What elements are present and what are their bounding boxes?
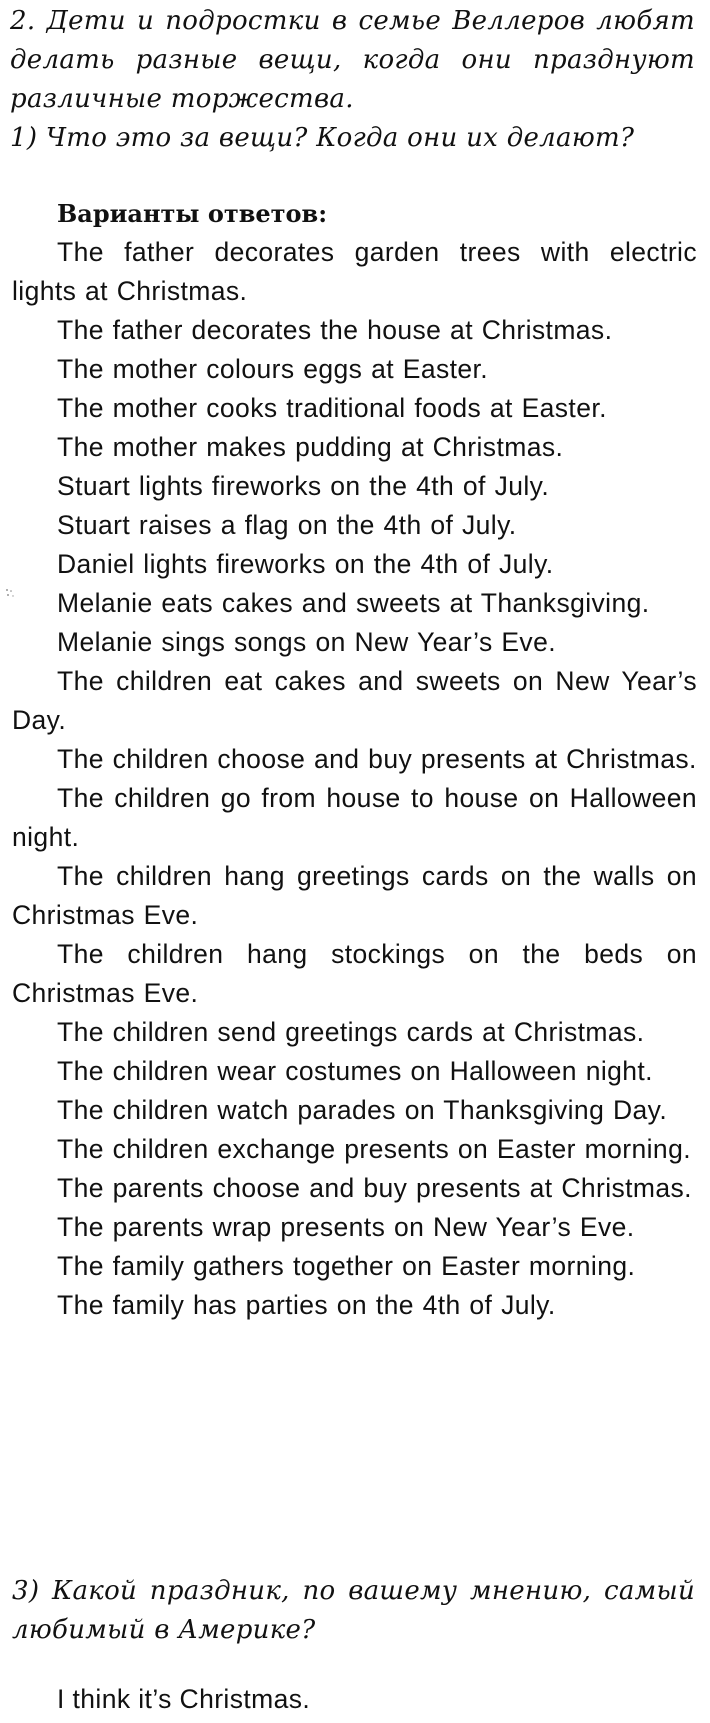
answer-item: The children hang greetings cards on the walls on Christmas Eve. — [12, 861, 697, 930]
scan-speck — [5, 587, 15, 599]
answer-item: The father decorates the house at Christmas. — [57, 315, 613, 345]
answer-item: The father decorates garden trees with electric lights at Christmas. — [12, 237, 697, 306]
question-3-answer: I think it’s Christmas. — [57, 1684, 311, 1714]
answer-item: The family gathers together on Easter morning. — [57, 1251, 636, 1281]
answer-item: The mother makes pudding at Christmas. — [57, 432, 564, 462]
answer-item: Melanie sings songs on New Year’s Eve. — [57, 627, 556, 657]
answer-item: The children hang stockings on the beds on Christmas Eve. — [12, 939, 697, 1008]
answer-item: Melanie eats cakes and sweets at Thanksgiving. — [57, 588, 650, 618]
answers-list — [12, 233, 697, 1325]
task-2-text: 2. Дети и подростки в семье Веллеров любят делать разные вещи, когда они празднуют различные торжества. — [10, 6, 695, 114]
answer-item: The children wear costumes on Halloween night. — [57, 1056, 653, 1086]
answer-item: Daniel lights fireworks on the 4th of July. — [57, 549, 554, 579]
answer-item: Stuart lights fireworks on the 4th of July. — [57, 471, 550, 501]
answer-item: The children exchange presents on Easter morning. — [57, 1134, 691, 1164]
answer-item: The children choose and buy presents at Christmas. — [57, 744, 697, 774]
answer-item: The parents wrap presents on New Year’s Eve. — [57, 1212, 635, 1242]
question-1: 1) Что это за вещи? Когда они их делают? — [10, 123, 635, 153]
question-3: 3) Какой праздник, по вашему мнению, самый любимый в Америке? — [12, 1576, 695, 1645]
answer-item: The family has parties on the 4th of July. — [57, 1290, 556, 1320]
answer-item: Stuart raises a flag on the 4th of July. — [57, 510, 517, 540]
answer-item: The mother cooks traditional foods at Easter. — [57, 393, 607, 423]
answer-item: The children watch parades on Thanksgiving Day. — [57, 1095, 668, 1125]
answers-heading: Варианты ответов: — [57, 199, 328, 228]
answer-item: The children send greetings cards at Christmas. — [57, 1017, 645, 1047]
answer-item: The parents choose and buy presents at Christmas. — [57, 1173, 692, 1203]
answer-item: The children eat cakes and sweets on New Year’s Day. — [12, 666, 697, 735]
answer-item: The children go from house to house on Halloween night. — [12, 783, 697, 852]
answer-item: The mother colours eggs at Easter. — [57, 354, 489, 384]
